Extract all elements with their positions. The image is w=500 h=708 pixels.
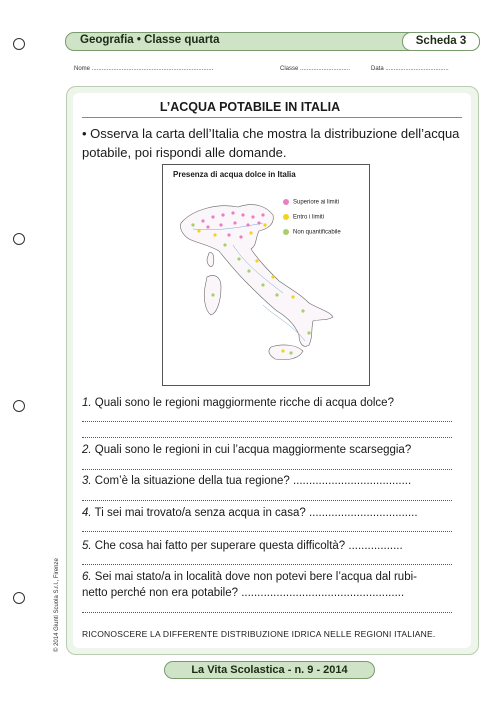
answer-line[interactable]: [82, 421, 452, 422]
italy-water-map: [162, 164, 370, 386]
legend-label: Superiore ai limiti: [293, 199, 340, 206]
footer-publication: La Vita Scolastica - n. 9 - 2014: [164, 661, 375, 679]
question-number: 3.: [82, 475, 92, 487]
title-divider: [82, 117, 462, 118]
question-text: Sei mai stato/a in località dove non potevi bere l’acqua dal rubi-: [94, 571, 417, 583]
legend-label: Entro i limiti: [293, 214, 325, 221]
question-2: [82, 443, 462, 457]
answer-line[interactable]: [82, 500, 452, 501]
question-3: [82, 474, 462, 488]
page-title: L’ACQUA POTABILE IN ITALIA: [159, 100, 341, 114]
question-text: Quali sono le regioni maggiormente ricche di acqua dolce?: [94, 397, 394, 409]
subject-label: Geografia • Classe quarta: [80, 34, 220, 46]
date-field[interactable]: Data ......................................: [371, 66, 449, 72]
answer-line[interactable]: [82, 437, 452, 438]
answer-line[interactable]: [82, 564, 452, 565]
header-bar: [65, 32, 480, 51]
question-number: 4.: [82, 507, 92, 519]
answer-dots[interactable]: .....................................: [289, 475, 412, 487]
answer-line[interactable]: [82, 469, 452, 470]
question-text: Quali sono le regioni in cui l’acqua maggiormente scarseggia?: [94, 444, 412, 456]
binder-hole-4: [13, 592, 25, 604]
answer-line[interactable]: [82, 612, 452, 613]
instruction-text: • Osserva la carta dell’Italia che mostra la distribuzione dell’acqua potabile, poi rispondi alle domande.: [82, 126, 460, 160]
question-1: [82, 396, 462, 410]
learning-objective: RICONOSCERE LA DIFFERENTE DISTRIBUZIONE IDRICA NELLE REGIONI ITALIANE.: [82, 629, 436, 639]
italy-map-illustration: [163, 165, 369, 385]
question-4: [82, 506, 462, 520]
answer-line[interactable]: [82, 531, 452, 532]
map-title: Presenza di acqua dolce in Italia: [173, 170, 296, 179]
binder-hole-1: [13, 38, 25, 50]
class-field[interactable]: Classe ..............................: [280, 66, 351, 72]
answer-dots[interactable]: .................: [345, 540, 403, 552]
question-number: 2.: [82, 444, 92, 456]
question-5: [82, 539, 462, 553]
name-field[interactable]: Nome .........................................................................: [74, 66, 214, 72]
answer-dots[interactable]: ..................................: [305, 507, 418, 519]
question-text: Com’è la situazione della tua regione?: [94, 475, 290, 487]
question-text: Che cosa hai fatto per superare questa difficoltà?: [94, 540, 346, 552]
copyright-notice: © 2014 Giunti Scuola S.r.l., Firenze: [54, 558, 60, 652]
question-text: Ti sei mai trovato/a senza acqua in casa?: [94, 507, 306, 519]
question-6-continued: netto perché non era potabile? ...................................................: [82, 587, 405, 599]
question-number: 6.: [82, 571, 92, 583]
sheet-badge: Scheda 3: [402, 32, 480, 51]
question-number: 5.: [82, 540, 92, 552]
question-6: [82, 570, 462, 584]
binder-hole-3: [13, 400, 25, 412]
legend-label: Non quantificabile: [293, 229, 341, 236]
question-number: 1.: [82, 397, 92, 409]
binder-hole-2: [13, 233, 25, 245]
